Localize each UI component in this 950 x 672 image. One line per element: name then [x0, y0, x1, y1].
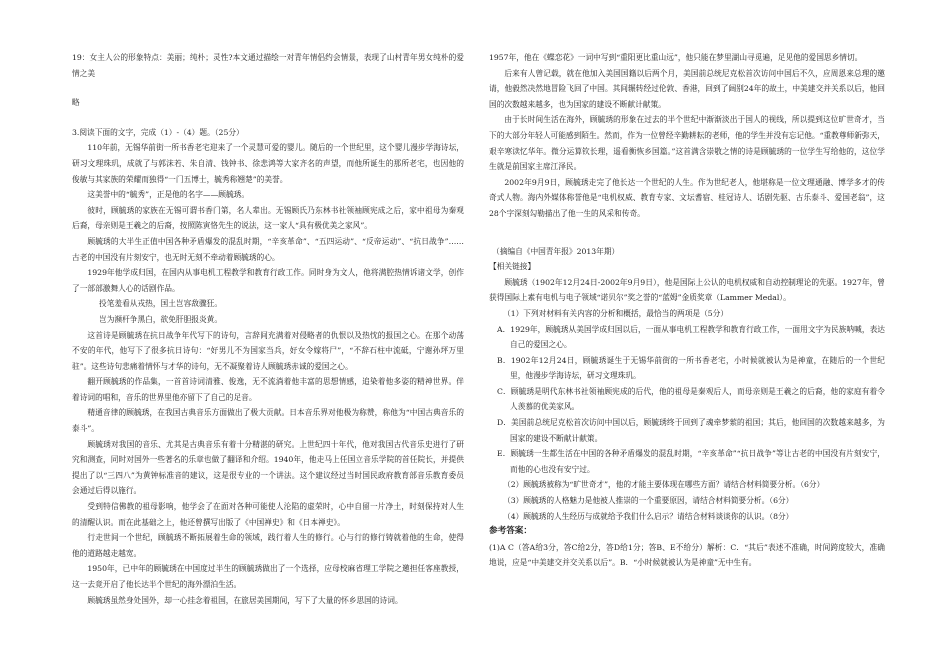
article-paragraph: 110年前，无锡华前街一所书香老宅迎来了一个灵慧可爱的婴儿。随后的一个世纪里，这个婴儿漫步学海诗坛，研习文理珠玑，成就了与郭沫若、朱自清、钱钟书、徐悲鸿等大家齐名的声望，而他所诞生的那所老宅，也因他的俊敏与其家族的荣耀而独得“一门五博士，毓秀称翘楚”的美誉。 [72, 143, 464, 184]
answer-text: (1)A C（答A给3分，答C给2分，答D给1分；答B、E不给分）解析：C．“其后”表述不准确，时间跨度较大，准确地说，应是“中美建交并交关系以后”。B．“小时候就被认为是神童”无中生有。 [489, 542, 885, 568]
article-paragraph: 顾毓琇对我国的音乐、尤其是古典音乐有着十分精湛的研究。上世纪四十年代，他对我国古代音乐史进行了研究和测查，同时对国外一些著名的乐章也做了翻译和介绍。1940年，他走马上任国立音乐学院的首任院长，并提供提出了以“三四八”为黄钟标准音的建议，这是很专业的一个讲法。这个建议经过当时国民政府教育部音乐教育委员会通过后得以施行。 [72, 439, 464, 496]
article-paragraph: 顾毓琇的大半生正值中国各种矛盾爆发的混乱时期，“辛亥革命”、“五四运动”、“反帝运动”、“抗日战争”……古老的中国没有片刻安宁，也无时无刻不牵动着顾毓琇的心。 [72, 236, 464, 262]
poem-line: 岂为濒杆争黑白，欲免肝胆报炎黄。 [99, 314, 223, 324]
article-paragraph: 受到特信佛教的祖母影响，他学会了在面对各种可能使人沦陷的虚荣时，心中自留一片净土，时刻保持对人生的清醒认识。而在此基础之上，他还曾撰写出版了《中国禅史》和《日本禅史》。 [72, 502, 464, 527]
omitted-answer: 略 [72, 98, 80, 108]
option-a: A．1929年，顾毓琇从美国学成归国以后，一面从事电机工程教学和教育行政工作，一面用文字为民族呐喊，表达自己的爱国之心。 [497, 324, 885, 350]
q19-answer: 19：女主人公的形象特点：美丽；纯朴；灵性?本文通过描绘一对青年情侣约会情景，表现了山村青年男女纯朴的爱情之美 [72, 53, 464, 78]
article-paragraph: 1950年，已中年的顾毓琇在中国度过半生的顾毓琇做出了一个选择，应母校麻省理工学院之邀担任客座教授，这一去竟开启了他长达半个世纪的海外漂泊生活。 [72, 564, 464, 589]
question-4: （4）顾毓琇的人生经历与成就给予我们什么启示？请结合材料谈谈你的认识。（8分） [503, 511, 794, 521]
related-link-text: 顾毓琇（1902年12月24日-2002年9月9日），他是国际上公认的电机权威和自动控制理论的先驱。1927年，曾获得国际上素有电机与电子领域“诺贝尔”奖之誉的“蓝姆”金质奖章（Lammer Medal）。 [489, 277, 885, 303]
article-paragraph: 2002年9月9日，顾毓琇走完了他长达一个世纪的人生。作为世纪老人，他堪称是一位文理通融、博学多才的传奇式人物。海内外媒体称誉他是“电机权威、教育专家、文坛耆宿、桂冠诗人、话剧先驱、古乐泰斗、爱国老翁”，这28个字深刻勾勒描出了他一生的风采和传奇。 [489, 177, 885, 218]
option-c: C．顾毓琇是明代东林书社领袖顾宪成的后代，他的祖母是秦观后人，而母亲则是王羲之的后裔，他的家庭有着令人羡慕的优美家风。 [497, 386, 885, 412]
article-paragraph: 这首诗是顾毓琇在抗日战争年代写下的诗句，言辞间充满着对侵略者的仇恨以及热忱的报国之心。在那个动荡不安的年代，他写下了很多抗日诗句：“好男儿不为国家当兵，好女令嫁将尸”，“不辞石柱中流砥，宁谢孙坪万里驻”。这些诗句悲痛着情怀与才华的诗句，无不凝聚着诗人顾毓琇赤诚的爱国之心。 [72, 330, 464, 371]
article-paragraph: 行走世间一个世纪，顾毓琇不断拓展着生命的领域，践行着人生的修行。心与行的修行铸就着他的生命，使得他的道路越走越宽。 [72, 533, 464, 558]
article-paragraph: 顾毓琇虽然身处国外，却一心挂念着祖国，在旅居美国期间，写下了大量的怀乡思国的诗词。 [87, 595, 403, 605]
article-paragraph: 由于长时间生活在海外，顾毓琇的形象在过去的半个世纪中渐渐淡出于国人的视线，所以提到这位旷世奇才，当下的大部分年轻人可能感到陌生。然而，作为一位曾经辛勤耕耘的老师，他的学生并没有忘记他。“重教尊师新弥天，艰辛寒读忆华年。微分运算钦长理，遥看衡恢乡国篇。”这首满含崇敬之情的诗是顾毓琇的一位学生写给他的，这位学生就是前国家主席江泽民。 [489, 115, 885, 172]
article-source: （摘编自《中国青年报》2013年期） [492, 246, 620, 256]
option-d: D．美国前总统尼克松首次访问中国以后，顾毓琇终于回到了魂牵梦萦的祖国；其后，他回国的次数越来越多，为国家的建设不断献计献策。 [497, 418, 885, 443]
related-link-title: 【相关链接】 [489, 262, 536, 272]
right-column [489, 50, 885, 571]
question-3-title: 3.阅读下面的文字，完成（1）-（4）题。（25分） [72, 127, 244, 137]
option-e: E．顾毓琇一生都生活在中国的各种矛盾爆发的混乱时期，“辛亥革命”“抗日战争”等让古老的中国没有片刻安宁，而他的心也没有安宁过。 [497, 449, 885, 474]
left-column [72, 50, 464, 608]
article-paragraph: 1957年，他在《蝶恋花》一词中写到“重阳更比重山远”，他只能在梦里湖山寻觅遍，足见他的爱国思乡情切。 [489, 53, 863, 62]
question-2: （2）顾毓琇被称为“旷世奇才”，他的才能主要体现在哪些方面？请结合材料简要分析。（6分） [503, 480, 825, 490]
article-paragraph: 这美誉中的“毓秀”，正是他的名字——顾毓琇。 [87, 190, 250, 200]
question-3: （3）顾毓琇的人格魅力是他被人推崇的一个重要原因，请结合材料简要分析。（6分） [503, 496, 794, 506]
article-paragraph: 后来有人曾记载，就在他加入美国国籍以后两个月，美国前总统尼克松首次访问中国后不久，应周恩来总理的邀请，他毅然决然地冒险飞回了中国。其间辗转经过伦敦、香港，回到了阔别24年的故土，中美建交并关系以后，他回国的次数越来越多，也为国家的建设不断献计献策。 [489, 68, 885, 109]
article-paragraph: 翻开顾毓琇的作品集，一首首诗词清雅、俊逸，无不流淌着他丰富的思想情感，追染着他多姿的精神世界。伴着诗词的唱和，音乐的世界里他亦留下了自己的足音。 [72, 377, 464, 402]
article-paragraph: 精通音律的顾毓琇，在我国古典音乐方面做出了极大贡献。日本音乐界对他极为称赞，称他为“中国古典音乐的泰斗”。 [72, 408, 464, 434]
article-paragraph: 彼时，顾毓琇的家族在无锡可谓书香门第，名人辈出。无锡顾氏乃东林书社领袖顾宪成之后，家中祖母为秦观后裔，母亲则是王羲之的后裔，按照陈寅恪先生的说法，这一家人“具有极优美之家风”。 [72, 205, 464, 231]
question-1: （1）下列对材料有关内容的分析和概括，最恰当的两项是（5分） [503, 308, 729, 318]
option-b: B．1902年12月24日，顾毓琇诞生于无锡华前街的一所书香老宅，小时候就被认为是神童，在随后的一个世纪里，他漫步学海诗坛，研习文理珠玑。 [497, 355, 885, 381]
poem-line: 投笔羞看从戎热，国土岂容敌骤狂。 [99, 299, 223, 309]
article-paragraph: 1929年他学成归国，在国内从事电机工程教学和教育行政工作。同时身为文人，他将满腔热情诉诸文学，创作了一部部激舞人心的话剧作品。 [72, 268, 464, 293]
answer-title: 参考答案： [489, 526, 532, 537]
